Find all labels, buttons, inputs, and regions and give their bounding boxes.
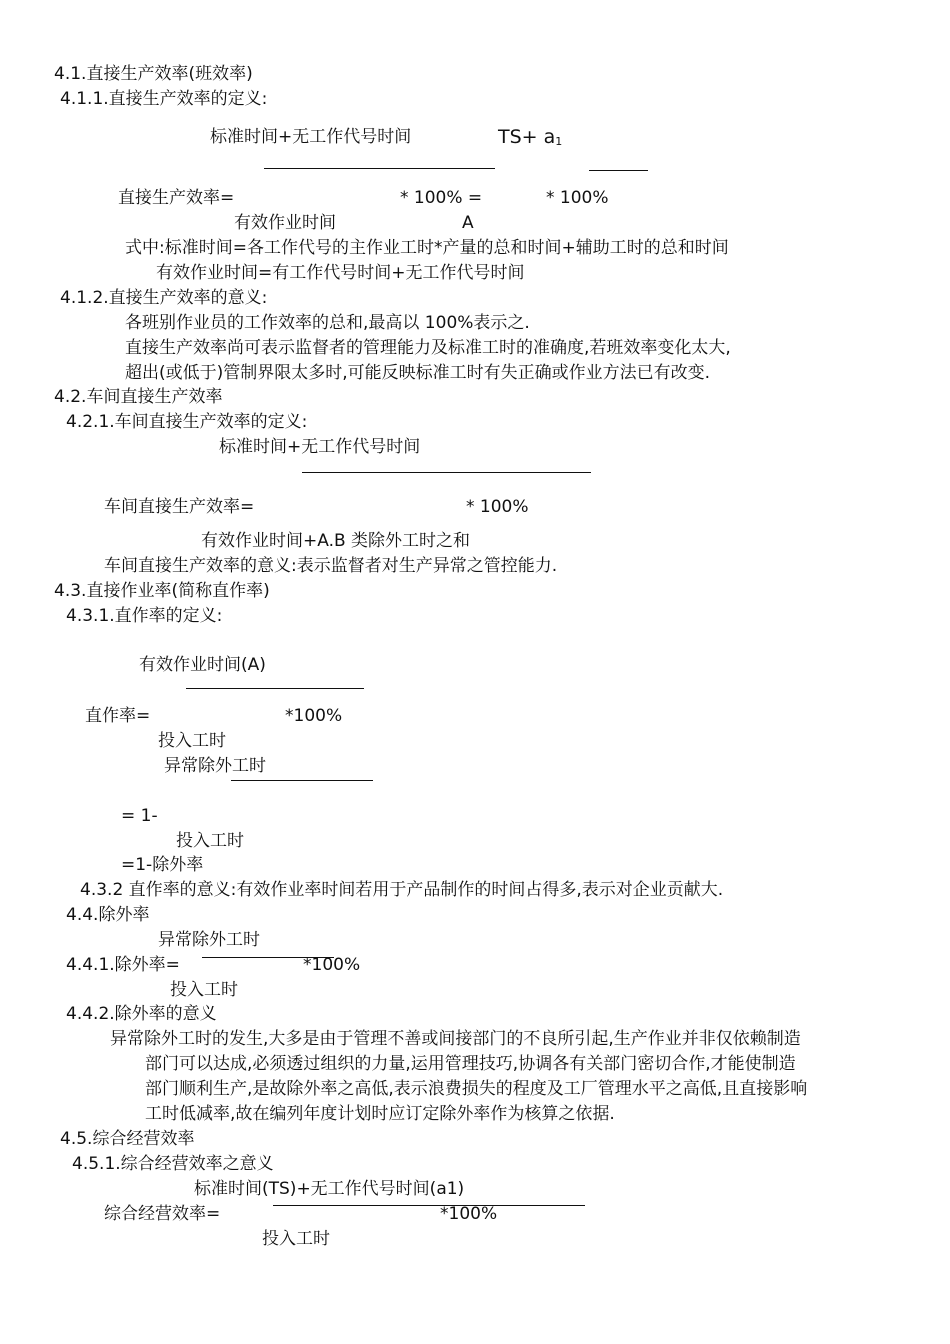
section-heading-4-2: 4.2.车间直接生产效率 bbox=[54, 387, 223, 407]
paragraph-line: 部门顺利生产,是故除外率之高低,表示浪费损失的程度及工厂管理水平之高低,且直接影响 bbox=[145, 1079, 808, 1099]
paragraph-line: 异常除外工时的发生,大多是由于管理不善或间接部门的不良所引起,生产作业并非仅依赖制造 bbox=[110, 1029, 801, 1049]
formula-denominator-symbolic: A bbox=[462, 213, 474, 233]
fraction-bar bbox=[186, 688, 364, 689]
subsection-heading-4-5-1: 4.5.1.综合经营效率之意义 bbox=[72, 1154, 274, 1174]
formula-note: 式中:标准时间=各工作代号的主作业工时*产量的总和时间+辅助工时的总和时间 bbox=[125, 238, 729, 258]
formula-denominator: 投入工时 bbox=[262, 1229, 330, 1249]
paragraph-line: 车间直接生产效率的意义:表示监督者对生产异常之管控能力. bbox=[104, 556, 558, 576]
formula-denominator: 有效作业时间+A.B 类除外工时之和 bbox=[201, 531, 471, 551]
fraction-bar bbox=[264, 168, 495, 169]
paragraph-line: 直接生产效率尚可表示监督者的管理能力及标准工时的准确度,若班效率变化太大, bbox=[125, 338, 731, 358]
subsection-heading-4-4-1: 4.4.1.除外率= bbox=[66, 955, 180, 975]
paragraph-line: 各班别作业员的工作效率的总和,最高以 100%表示之. bbox=[125, 313, 530, 333]
fraction-bar bbox=[273, 1205, 585, 1206]
formula-numerator: 异常除外工时 bbox=[158, 930, 260, 950]
formula-denominator: 有效作业时间 bbox=[234, 213, 336, 233]
fraction-bar bbox=[302, 472, 591, 473]
paragraph-line: 工时低减率,故在编列年度计划时应订定除外率作为核算之依据. bbox=[145, 1104, 615, 1124]
formula-note: 有效作业时间=有工作代号时间+无工作代号时间 bbox=[156, 263, 525, 283]
section-heading-4-1: 4.1.直接生产效率(班效率) bbox=[54, 64, 253, 84]
paragraph-line: 超出(或低于)管制界限太多时,可能反映标准工时有失正确或作业方法已有改变. bbox=[125, 363, 711, 383]
formula-lhs: 综合经营效率= bbox=[104, 1204, 221, 1224]
formula-numerator: 异常除外工时 bbox=[164, 756, 266, 776]
formula-denominator: 投入工时 bbox=[158, 731, 226, 751]
formula-lhs: = 1- bbox=[121, 806, 158, 826]
formula-multiplier: * 100% bbox=[466, 497, 529, 517]
formula-multiplier: * 100% = bbox=[400, 188, 483, 208]
subsection-heading-4-3-1: 4.3.1.直作率的定义: bbox=[66, 606, 223, 626]
formula-multiplier: * 100% bbox=[546, 188, 609, 208]
formula-numerator: 标准时间+无工作代号时间 bbox=[219, 437, 421, 457]
formula-numerator: 标准时间(TS)+无工作代号时间(a1) bbox=[194, 1179, 465, 1199]
fraction-bar bbox=[589, 170, 648, 171]
subsection-heading-4-4-2: 4.4.2.除外率的意义 bbox=[66, 1004, 217, 1024]
formula-multiplier: *100% bbox=[303, 955, 361, 975]
formula-denominator: 投入工时 bbox=[170, 980, 238, 1000]
fraction-bar bbox=[231, 780, 373, 781]
formula-numerator-symbolic: $TS+ a_1$ bbox=[498, 126, 563, 148]
subsection-heading-4-3-2: 4.3.2 直作率的意义:有效作业率时间若用于产品制作的时间占得多,表示对企业贡献大. bbox=[80, 880, 724, 900]
formula-result: =1-除外率 bbox=[121, 855, 204, 875]
subsection-heading-4-1-1: 4.1.1.直接生产效率的定义: bbox=[60, 89, 268, 109]
formula-multiplier: *100% bbox=[440, 1204, 498, 1224]
section-heading-4-3: 4.3.直接作业率(简称直作率) bbox=[54, 581, 270, 601]
section-heading-4-4: 4.4.除外率 bbox=[66, 905, 150, 925]
formula-lhs: 直作率= bbox=[85, 706, 151, 726]
formula-multiplier: *100% bbox=[285, 706, 343, 726]
formula-denominator: 投入工时 bbox=[176, 831, 244, 851]
subsection-heading-4-1-2: 4.1.2.直接生产效率的意义: bbox=[60, 288, 268, 308]
formula-numerator: 标准时间+无工作代号时间 bbox=[210, 127, 412, 147]
section-heading-4-5: 4.5.综合经营效率 bbox=[60, 1129, 195, 1149]
subsection-heading-4-2-1: 4.2.1.车间直接生产效率的定义: bbox=[66, 412, 308, 432]
paragraph-line: 部门可以达成,必须透过组织的力量,运用管理技巧,协调各有关部门密切合作,才能使制造 bbox=[145, 1054, 796, 1074]
formula-numerator: 有效作业时间(A) bbox=[139, 655, 266, 675]
formula-lhs: 直接生产效率= bbox=[118, 188, 235, 208]
formula-lhs: 车间直接生产效率= bbox=[104, 497, 255, 517]
